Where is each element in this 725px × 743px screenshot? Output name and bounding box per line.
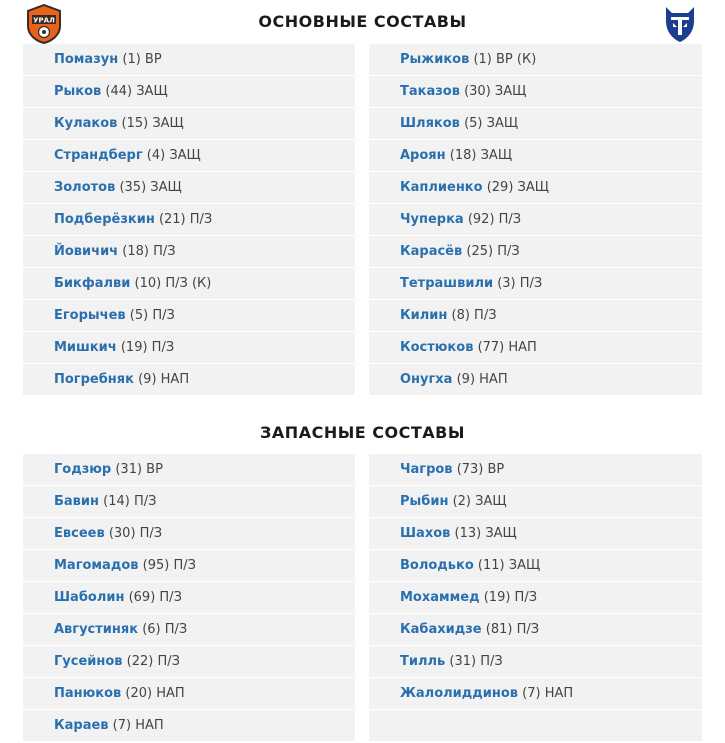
player-number-position: (18) П/З (122, 244, 176, 259)
player-row (23, 518, 355, 550)
tyumen-club-crest-icon[interactable] (663, 5, 697, 43)
player-number-position: (31) ВР (115, 462, 163, 477)
player-row (23, 710, 355, 742)
player-row (369, 76, 702, 108)
player-number-position: (29) ЗАЩ (486, 180, 549, 195)
player-name-link[interactable]: Ароян (400, 148, 446, 163)
player-number-position: (44) ЗАЩ (105, 84, 168, 99)
player-name-link[interactable]: Шахов (400, 526, 451, 541)
player-number-position: (14) П/З (103, 494, 157, 509)
player-number-position: (69) П/З (128, 590, 182, 605)
player-name-link[interactable]: Евсеев (54, 526, 105, 541)
player-name-link[interactable]: Онугха (400, 372, 453, 387)
player-name-link[interactable]: Шаболин (54, 590, 125, 605)
player-row (369, 268, 702, 300)
player-row (369, 332, 702, 364)
player-number-position: (21) П/З (158, 212, 213, 227)
player-row (23, 614, 355, 646)
player-row (23, 364, 355, 396)
player-name-link[interactable]: Гусейнов (54, 654, 123, 669)
player-name-link[interactable]: Мишкич (54, 340, 117, 355)
player-name-link[interactable]: Карасёв (400, 244, 463, 259)
player-name-link[interactable]: Панюков (54, 686, 122, 701)
player-number-position: (6) П/З (142, 622, 188, 637)
player-number-position: (9) НАП (456, 372, 508, 387)
player-number-position: (81) П/З (485, 622, 540, 637)
player-name-link[interactable]: Каплиенко (400, 180, 483, 195)
player-name-link[interactable]: Тетрашвили (400, 276, 494, 291)
player-row (23, 332, 355, 364)
player-row (23, 582, 355, 614)
player-number-position: (19) П/З (120, 340, 175, 355)
player-name-link[interactable]: Чуперка (400, 212, 464, 227)
player-name-link[interactable]: Костюков (400, 340, 474, 355)
player-row (369, 300, 702, 332)
player-name-link[interactable]: Бикфалви (54, 276, 131, 291)
player-number-position: (31) П/З (449, 654, 503, 669)
player-row (23, 140, 355, 172)
player-name-link[interactable]: Рыжиков (400, 52, 470, 67)
player-number-position: (22) П/З (126, 654, 180, 669)
player-row (369, 140, 702, 172)
home-subs-list (23, 454, 355, 742)
player-name-link[interactable]: Рыбин (400, 494, 449, 509)
player-name-link[interactable]: Страндберг (54, 148, 143, 163)
player-number-position: (1) ВР (К) (473, 52, 537, 67)
player-number-position: (5) ЗАЩ (464, 116, 519, 131)
player-name-link[interactable]: Жалолиддинов (400, 686, 519, 701)
player-number-position: (19) П/З (483, 590, 538, 605)
player-number-position: (3) П/З (497, 276, 543, 291)
player-name-link[interactable]: Йовичич (54, 244, 119, 259)
player-row (23, 108, 355, 140)
empty-row (369, 710, 702, 742)
player-row (23, 44, 355, 76)
player-number-position: (95) П/З (142, 558, 196, 573)
player-row (369, 614, 702, 646)
player-number-position: (20) НАП (125, 686, 185, 701)
player-name-link[interactable]: Таказов (400, 84, 460, 99)
away-subs-list (369, 454, 702, 742)
player-number-position: (8) П/З (451, 308, 497, 323)
player-name-link[interactable]: Володько (400, 558, 474, 573)
home-starting-list (23, 44, 355, 396)
player-row (369, 550, 702, 582)
substitutes-title: ЗАПАСНЫЕ СОСТАВЫ (260, 423, 465, 442)
player-number-position: (7) НАП (112, 718, 164, 733)
player-number-position: (25) П/З (466, 244, 520, 259)
player-number-position: (9) НАП (138, 372, 190, 387)
player-row (23, 550, 355, 582)
player-name-link[interactable]: Килин (400, 308, 448, 323)
starting-lineups-title: ОСНОВНЫЕ СОСТАВЫ (258, 12, 467, 31)
player-row (369, 582, 702, 614)
player-row (23, 486, 355, 518)
player-number-position: (73) ВР (456, 462, 505, 477)
player-row (369, 678, 702, 710)
player-row (23, 646, 355, 678)
player-row (23, 236, 355, 268)
player-name-link[interactable]: Бавин (54, 494, 99, 509)
player-row (369, 646, 702, 678)
player-number-position: (4) ЗАЩ (146, 148, 201, 163)
player-number-position: (1) ВР (122, 52, 162, 67)
player-row (23, 204, 355, 236)
away-starting-list (369, 44, 702, 396)
player-name-link[interactable]: Погребняк (54, 372, 134, 387)
player-name-link[interactable]: Золотов (54, 180, 116, 195)
player-name-link[interactable]: Августиняк (54, 622, 139, 637)
player-row (23, 454, 355, 486)
svg-text:УРАЛ: УРАЛ (33, 16, 55, 25)
player-row (369, 364, 702, 396)
player-name-link[interactable]: Чагров (400, 462, 453, 477)
player-row (369, 236, 702, 268)
player-row (369, 44, 702, 76)
player-number-position: (92) П/З (467, 212, 522, 227)
player-name-link[interactable]: Годзюр (54, 462, 112, 477)
player-row (23, 172, 355, 204)
player-name-link[interactable]: Подберёзкин (54, 212, 155, 227)
player-name-link[interactable]: Тилль (400, 654, 446, 669)
player-number-position: (35) ЗАЩ (119, 180, 182, 195)
player-number-position: (30) П/З (108, 526, 163, 541)
player-number-position: (77) НАП (477, 340, 537, 355)
player-name-link[interactable]: Кулаков (54, 116, 118, 131)
player-row (369, 108, 702, 140)
player-name-link[interactable]: Шляков (400, 116, 460, 131)
player-row (369, 204, 702, 236)
player-row (23, 268, 355, 300)
player-name-link[interactable]: Рыков (54, 84, 102, 99)
player-number-position: (15) ЗАЩ (121, 116, 184, 131)
player-name-link[interactable]: Караев (54, 718, 109, 733)
player-row (369, 486, 702, 518)
player-name-link[interactable]: Помазун (54, 52, 119, 67)
player-row (369, 454, 702, 486)
player-number-position: (10) П/З (К) (134, 276, 212, 291)
player-number-position: (30) ЗАЩ (464, 84, 527, 99)
player-row (369, 172, 702, 204)
player-name-link[interactable]: Мохаммед (400, 590, 480, 605)
player-name-link[interactable]: Кабахидзе (400, 622, 482, 637)
player-name-link[interactable]: Егорычев (54, 308, 126, 323)
player-row (23, 678, 355, 710)
player-row (23, 76, 355, 108)
player-number-position: (18) ЗАЩ (449, 148, 513, 163)
player-name-link[interactable]: Магомадов (54, 558, 139, 573)
player-number-position: (11) ЗАЩ (477, 558, 541, 573)
player-number-position: (7) НАП (522, 686, 574, 701)
lineups-header (0, 0, 725, 44)
player-row (23, 300, 355, 332)
player-number-position: (13) ЗАЩ (454, 526, 517, 541)
player-number-position: (5) П/З (129, 308, 175, 323)
player-row (369, 518, 702, 550)
player-number-position: (2) ЗАЩ (452, 494, 507, 509)
